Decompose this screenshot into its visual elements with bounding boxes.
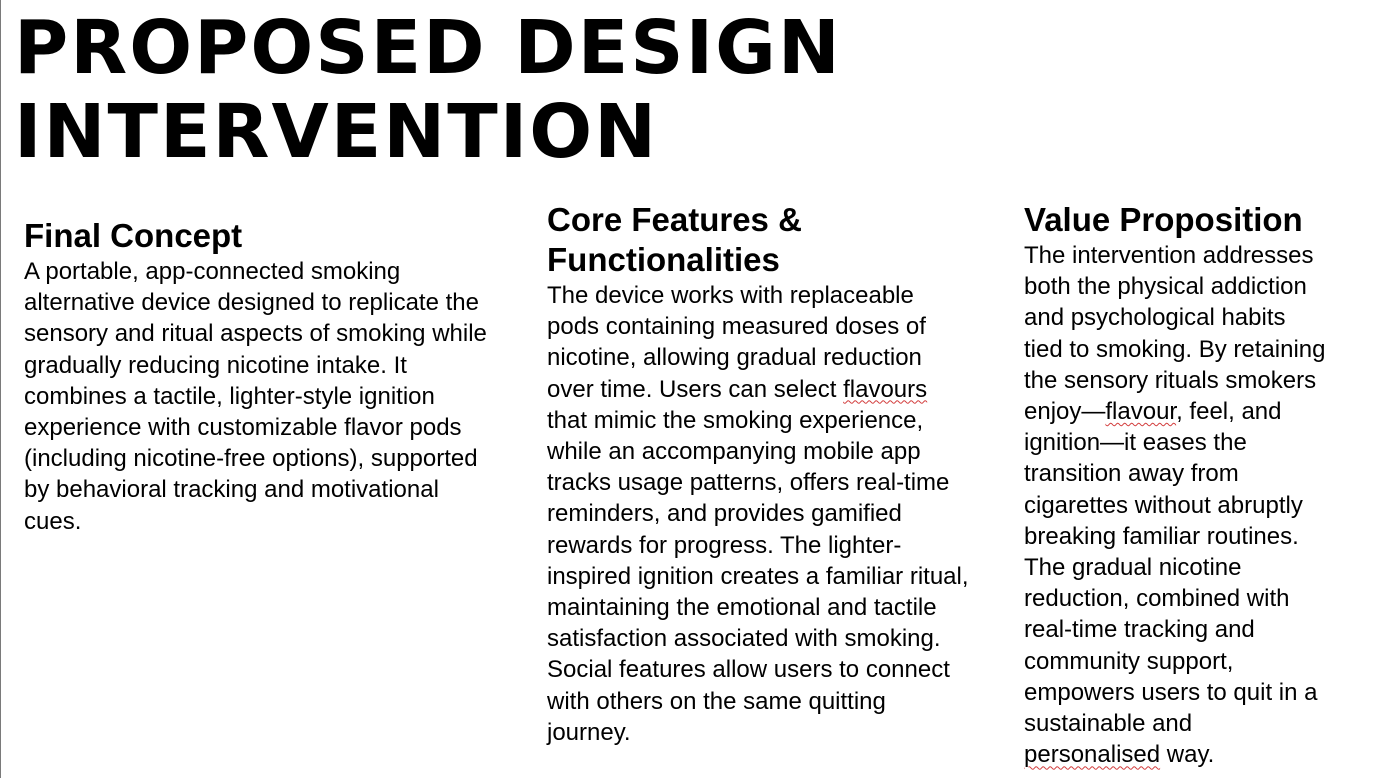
core-features-body (547, 280, 969, 748)
body-line: rewards for progress. The lighter- (547, 531, 902, 559)
slide-title (14, 6, 842, 174)
body-line: gradually reducing nicotine intake. It (24, 351, 407, 379)
body-line: reminders, and provides gamified (547, 500, 902, 528)
slide-title-line-1: PROPOSED DESIGN (14, 5, 842, 91)
body-text: over time. Users can select (547, 375, 844, 403)
body-line: community support, (1024, 647, 1234, 675)
body-line: tracks usage patterns, offers real-time (547, 469, 950, 497)
core-features-heading-line-2: Functionalities (547, 241, 780, 278)
slide-left-edge (0, 0, 1, 778)
body-line: breaking familiar routines. (1024, 522, 1299, 550)
core-features-heading-line-1: Core Features & (547, 201, 802, 238)
body-line: satisfaction associated with smoking. (547, 625, 941, 653)
body-line: combines a tactile, lighter-style ignition (24, 382, 435, 410)
body-text: way. (1160, 741, 1215, 769)
body-line: sustainable and (1024, 710, 1193, 738)
body-line: tied to smoking. By retaining (1024, 335, 1326, 363)
body-line: both the physical addiction (1024, 273, 1307, 301)
value-proposition-heading: Value Proposition (1024, 201, 1303, 238)
body-line: while an accompanying mobile app (547, 438, 921, 466)
final-concept-heading: Final Concept (24, 217, 243, 254)
body-line (547, 374, 969, 405)
value-proposition-section (1024, 200, 1326, 770)
body-line: The gradual nicotine (1024, 554, 1242, 582)
body-line (1024, 739, 1326, 770)
body-line: empowers users to quit in a (1024, 678, 1318, 706)
body-line: Social features allow users to connect (547, 656, 950, 684)
body-line: alternative device designed to replicate the (24, 289, 479, 317)
body-line: the sensory rituals smokers (1024, 366, 1317, 394)
body-line: ignition—it eases the (1024, 429, 1247, 457)
body-line: transition away from (1024, 460, 1239, 488)
final-concept-body (24, 256, 487, 537)
body-line: that mimic the smoking experience, (547, 406, 924, 434)
body-line: journey. (547, 718, 631, 746)
slide-title-line-2: INTERVENTION (14, 89, 659, 175)
spellcheck-word: flavours (843, 375, 928, 403)
spellcheck-word: flavour (1105, 398, 1177, 426)
body-line: with others on the same quitting (547, 687, 886, 715)
body-line: and psychological habits (1024, 304, 1286, 332)
body-line: The device works with replaceable (547, 282, 914, 309)
body-line: maintaining the emotional and tactile (547, 594, 937, 622)
body-line (1024, 396, 1326, 427)
core-features-heading (547, 200, 969, 280)
final-concept-section (24, 216, 487, 537)
body-line: The intervention addresses (1024, 242, 1314, 269)
body-line: inspired ignition creates a familiar ritual, (547, 562, 969, 590)
body-text: enjoy— (1024, 398, 1106, 426)
core-features-section (547, 200, 969, 748)
body-line: nicotine, allowing gradual reduction (547, 344, 922, 372)
body-line: real-time tracking and (1024, 616, 1255, 644)
value-proposition-body (1024, 240, 1326, 770)
body-line: (including nicotine-free options), supported (24, 445, 478, 473)
body-line: sensory and ritual aspects of smoking while (24, 320, 487, 348)
body-line: cues. (24, 507, 82, 535)
body-line: reduction, combined with (1024, 585, 1290, 613)
body-text: , feel, and (1176, 398, 1282, 426)
body-line: pods containing measured doses of (547, 313, 926, 341)
body-line: experience with customizable flavor pods (24, 414, 462, 442)
body-line: A portable, app-connected smoking (24, 258, 401, 285)
spellcheck-word: personalised (1024, 741, 1161, 769)
body-line: cigarettes without abruptly (1024, 491, 1303, 519)
body-line: by behavioral tracking and motivational (24, 476, 439, 504)
